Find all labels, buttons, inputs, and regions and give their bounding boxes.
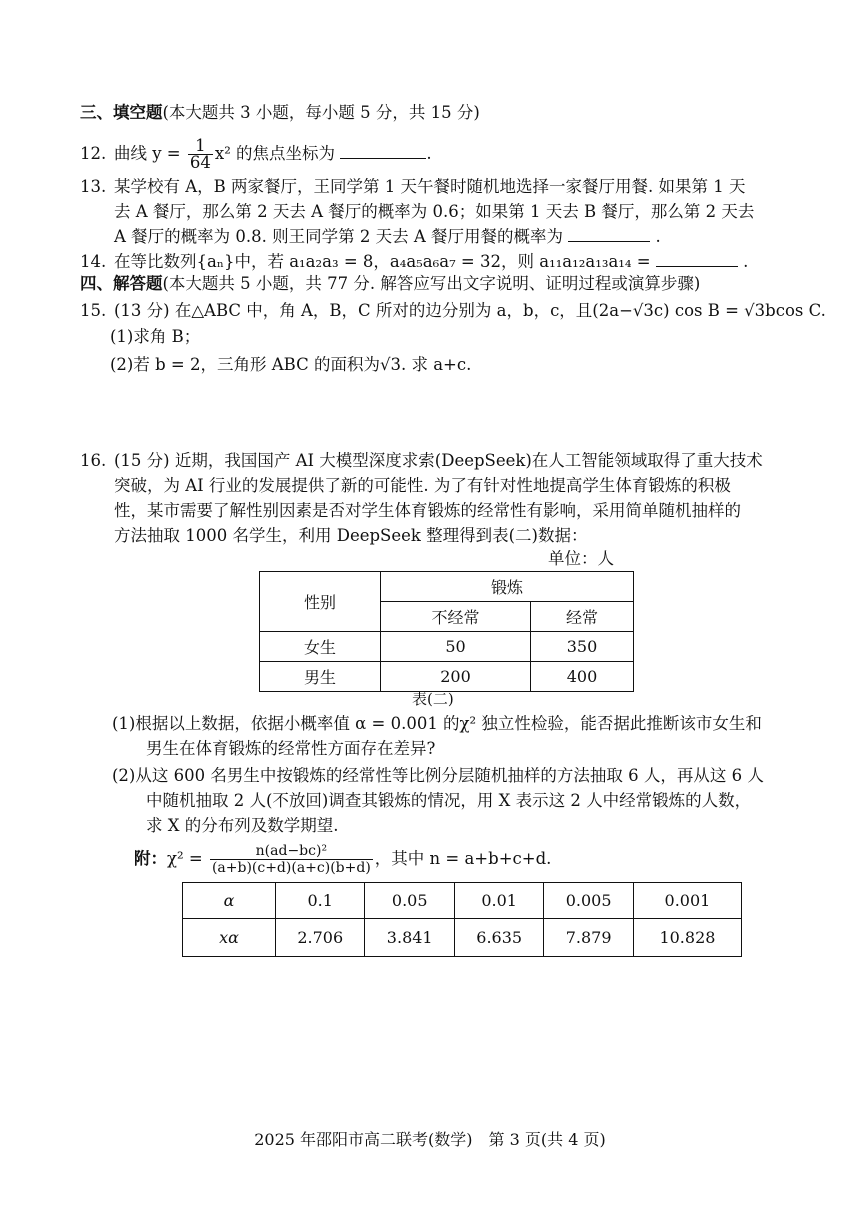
critical-value-table [182,882,742,957]
question-number: 14. [80,252,107,271]
critical-value-row [183,919,742,957]
table-row [260,632,634,662]
section-4-heading [80,273,700,295]
q13-line-1-text: 某学校有 A，B 两家餐厅，王同学第 1 天午餐时随机地选择一家餐厅用餐. 如果第 1 天 [114,177,746,196]
alpha-value: 0.05 [365,883,454,919]
q12-frac-den: 64 [189,153,211,172]
critical-value: 7.879 [544,919,633,957]
question-12 [80,138,432,171]
q12-frac-num: 1 [188,138,213,155]
section-4-title: 四、解答题 [80,274,163,293]
page-footer: 2025 年邵阳市高二联考(数学) 第 3 页(共 4 页) [254,1130,606,1149]
q12-post: x² 的焦点坐标为 [214,144,336,163]
alpha-value: 0.001 [633,883,741,919]
formula-numerator: n(ad−bc)² [210,843,373,860]
header-exercise: 锻炼 [381,572,634,602]
question-13-line-3 [114,226,661,248]
q16-part-2-line-2: 中随机抽取 2 人(不放回)调查其锻炼的情况，用 X 表示这 2 人中经常锻炼的人数， [146,791,752,810]
alpha-value: 0.1 [276,883,365,919]
x-alpha-label: xα [183,919,276,957]
q16-line-1-text: (15 分) 近期，我国国产 AI 大模型深度求索(DeepSeek)在人工智能领域取得了重大技术 [114,451,763,470]
q16-line-4: 方法抽取 1000 名学生，利用 DeepSeek 整理得到表(二)数据： [114,526,588,545]
question-number: 15. [80,301,107,320]
answer-blank[interactable] [340,144,426,159]
question-number: 16. [80,451,107,470]
header-gender: 性别 [260,572,381,632]
cell-not-often: 200 [381,662,531,692]
question-15-line-1 [80,300,826,322]
q12-end: . [426,144,432,163]
section-3-note: (本大题共 3 小题，每小题 5 分，共 15 分) [162,103,480,122]
q16-line-3: 性，某市需要了解性别因素是否对学生体育锻炼的经常性有影响，采用简单随机抽样的 [114,501,741,520]
q16-part-2-line-3: 求 X 的分布列及数学期望. [146,816,339,835]
q14-end: . [743,252,749,271]
q13-end: . [655,227,661,246]
header-often: 经常 [531,602,634,632]
alpha-row [183,883,742,919]
formula-tail: ，其中 n = a+b+c+d. [374,849,552,868]
row-label: 男生 [260,662,381,692]
cell-often: 350 [531,632,634,662]
answer-blank[interactable] [568,227,650,242]
cell-often: 400 [531,662,634,692]
header-not-often: 不经常 [381,602,531,632]
table-caption: 表(二) [412,690,454,708]
answer-blank[interactable] [656,252,738,267]
section-3-title: 三、填空题 [80,103,163,122]
q13-line-3-text: A 餐厅的概率为 0.8. 则王同学第 2 天去 A 餐厅用餐的概率为 [114,227,564,246]
q12-pre: 曲线 y = [114,144,181,163]
question-16-line-1 [80,450,763,472]
table-unit: 单位：人 [548,549,614,568]
q15-part-2: (2)若 b = 2，三角形 ABC 的面积为√3. 求 a+c. [110,355,472,374]
q15-part-1: (1)求角 B； [110,327,201,346]
critical-value: 3.841 [365,919,454,957]
q16-part-1-line-2: 男生在体育锻炼的经常性方面存在差异? [146,739,436,758]
appendix-formula [134,843,551,876]
formula-denominator: (a+b)(c+d)(a+c)(b+d) [211,860,371,876]
q12-fraction [188,138,213,171]
table-row [260,662,634,692]
section-4-note: (本大题共 5 小题，共 77 分. 解答应写出文字说明、证明过程或演算步骤) [162,274,701,293]
question-number: 13. [80,177,107,196]
q14-text: 在等比数列{aₙ}中，若 a₁a₂a₃ = 8，a₄a₅a₆a₇ = 32，则 a₁₁a₁₂a₁₃a₁₄ = [114,252,651,271]
question-number: 12. [80,144,107,163]
question-14 [80,251,748,273]
appendix-label: 附： [134,849,167,868]
q16-part-2-line-1: (2)从这 600 名男生中按锻炼的经常性等比例分层随机抽样的方法抽取 6 人，再从这 6 人 [112,766,764,785]
data-table-2 [259,571,634,692]
alpha-label: α [183,883,276,919]
alpha-value: 0.005 [544,883,633,919]
question-13-line-1 [80,176,746,198]
critical-value: 6.635 [454,919,543,957]
alpha-value: 0.01 [454,883,543,919]
critical-value: 2.706 [276,919,365,957]
q15-stem: (13 分) 在△ABC 中，角 A，B，C 所对的边分别为 a，b，c，且(2a−√3c) cos B = √3bcos C. [114,301,826,320]
q13-line-2: 去 A 餐厅，那么第 2 天去 A 餐厅的概率为 0.6；如果第 1 天去 B 餐厅，那么第 2 天去 [114,202,755,221]
q16-line-2: 突破，为 AI 行业的发展提供了新的可能性. 为了有针对性地提高学生体育锻炼的积极 [114,476,731,495]
cell-not-often: 50 [381,632,531,662]
formula-lhs: χ² = [167,849,203,868]
chi-square-fraction [210,843,373,876]
row-label: 女生 [260,632,381,662]
critical-value: 10.828 [633,919,741,957]
q16-part-1-line-1: (1)根据以上数据，依据小概率值 α = 0.001 的χ² 独立性检验，能否据此推断该市女生和 [112,714,762,733]
section-3-heading [80,102,480,124]
